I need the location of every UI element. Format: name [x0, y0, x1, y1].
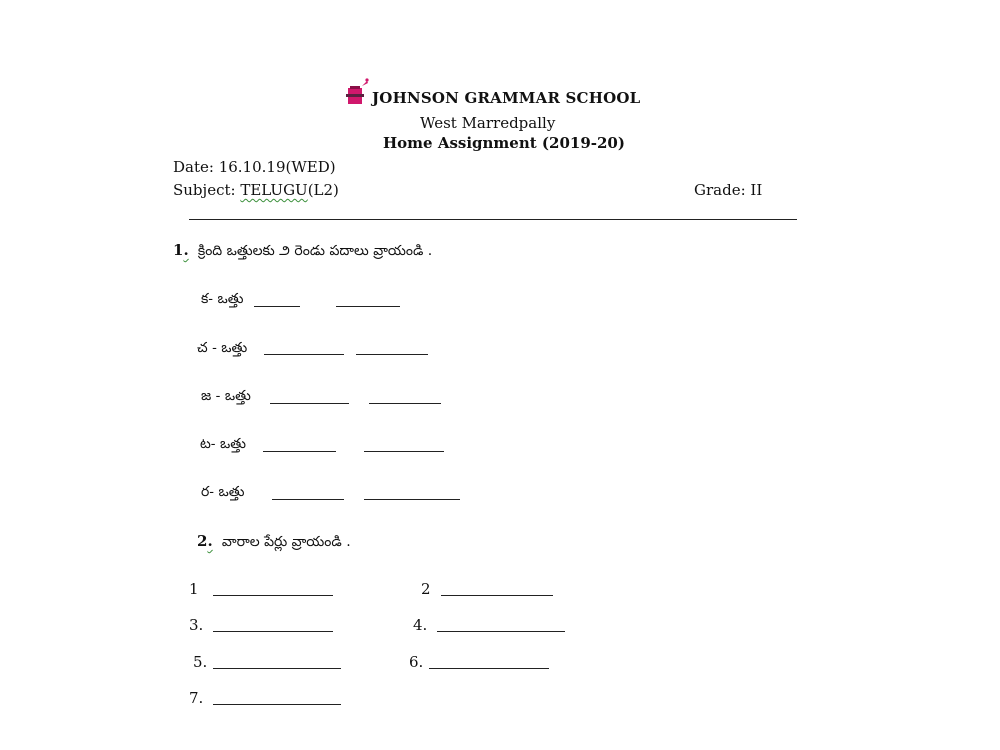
date-label: Date: 16.10.19(WED) — [173, 158, 336, 176]
q1-item-1: క- ఒత్తు — [201, 291, 244, 307]
day-answer-line[interactable] — [213, 631, 333, 632]
q1-item-5: ర- ఒత్తు — [201, 484, 245, 500]
day-number-6: 6. — [409, 653, 424, 671]
q1-item-4: ట- ఒత్తు — [200, 436, 246, 452]
day-number-3: 3. — [189, 616, 204, 634]
day-answer-line[interactable] — [213, 668, 341, 669]
q1-answer-line[interactable] — [369, 403, 441, 404]
question-2-heading: 2. వారాల పేర్లు వ్రాయండి . — [197, 532, 351, 550]
day-answer-line[interactable] — [213, 595, 333, 596]
grade-label: Grade: II — [694, 181, 763, 199]
q1-answer-line[interactable] — [272, 499, 344, 500]
school-logo — [346, 76, 370, 106]
q1-answer-line[interactable] — [364, 499, 460, 500]
day-number-7: 7. — [189, 689, 204, 707]
day-number-4: 4. — [413, 616, 428, 634]
day-answer-line[interactable] — [213, 704, 341, 705]
subject-value: TELUGU — [240, 181, 308, 199]
q1-answer-line[interactable] — [356, 354, 428, 355]
day-answer-line[interactable] — [437, 631, 565, 632]
q1-item-2: చ - ఒత్తు — [197, 340, 248, 356]
assignment-title: Home Assignment (2019-20) — [383, 134, 625, 152]
q1-answer-line[interactable] — [264, 354, 344, 355]
subject-label: Subject: TELUGU(L2) — [173, 181, 339, 199]
q1-answer-line[interactable] — [270, 403, 349, 404]
school-location: West Marredpally — [420, 114, 556, 132]
q1-answer-line[interactable] — [364, 451, 444, 452]
q1-answer-line[interactable] — [254, 306, 300, 307]
day-answer-line[interactable] — [429, 668, 549, 669]
q1-answer-line[interactable] — [263, 451, 336, 452]
question-1-heading: 1. క్రింది ఒత్తులకు ౨ రెండు పదాలు వ్రాయండి . — [173, 241, 433, 259]
day-answer-line[interactable] — [441, 595, 553, 596]
q1-answer-line[interactable] — [336, 306, 400, 307]
day-number-2: 2 — [421, 580, 431, 598]
school-name: JOHNSON GRAMMAR SCHOOL — [372, 89, 641, 107]
day-number-1: 1 — [189, 580, 199, 598]
q1-item-3: జ - ఒత్తు — [201, 388, 251, 404]
day-number-5: 5. — [193, 653, 208, 671]
header-divider — [189, 219, 797, 220]
